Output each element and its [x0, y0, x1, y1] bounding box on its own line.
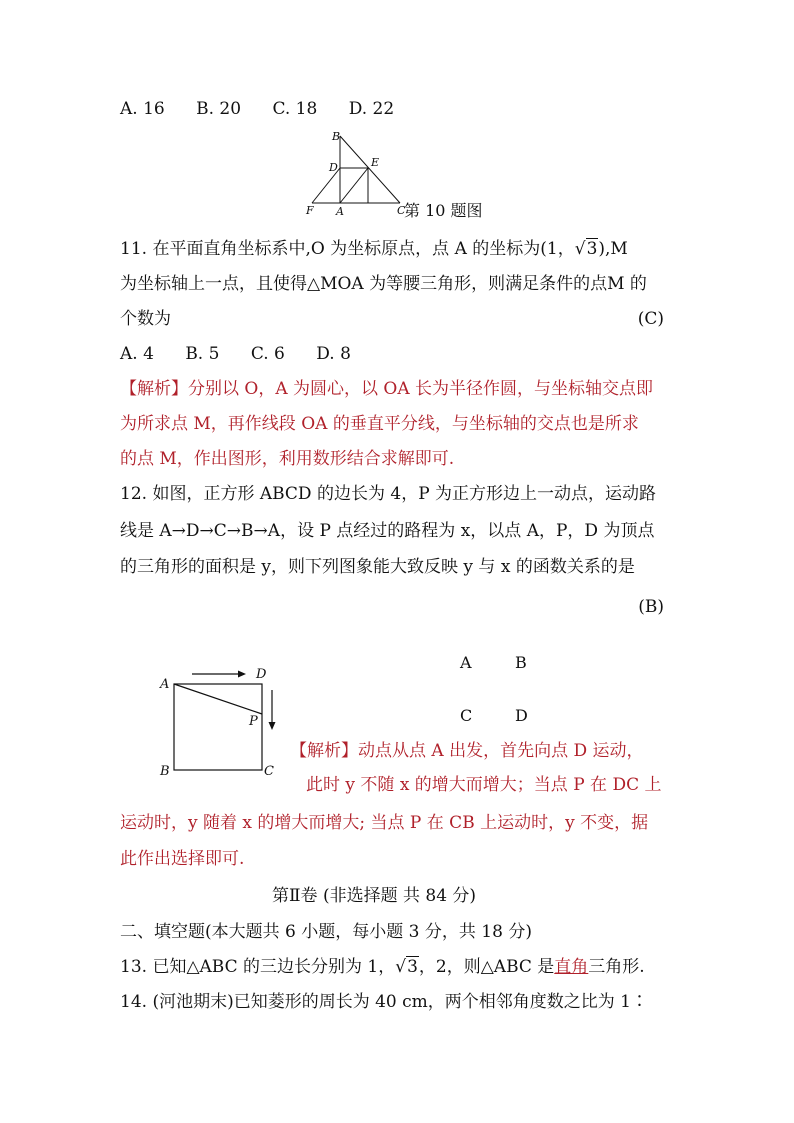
q12-analysis-1: 【解析】动点从点 A 出发，首先向点 D 运动，	[290, 741, 644, 761]
q10-option-d: D. 22	[348, 99, 395, 119]
q12-analysis-3: 运动时，y 随着 x 的增大而增大; 当点 P 在 CB 上运动时，y 不变，据	[120, 813, 649, 833]
q10-caption: 第 10 题图	[404, 201, 483, 220]
q10-label-a: A	[336, 205, 344, 218]
q12-label-c: C	[264, 764, 274, 779]
q13-text-c: 三角形.	[588, 957, 645, 977]
q10-label-e: E	[371, 156, 380, 169]
q12-choice-b: B	[515, 653, 527, 672]
q13-answer: 直角	[554, 957, 589, 977]
sqrt-3: √3	[574, 239, 598, 259]
q13-text-a: 13. 已知△ABC 的三边长分别为 1，	[120, 957, 396, 977]
q11-option-d: D. 8	[316, 344, 351, 364]
q10-label-d: D	[329, 161, 338, 174]
q10-label-c: C	[397, 204, 406, 217]
q12-choice-c: C	[460, 706, 473, 725]
q12-figure	[156, 664, 286, 784]
q11-option-c: C. 6	[250, 344, 285, 364]
q13-text-b: ，2，则△ABC 是	[418, 957, 555, 977]
q11-options	[120, 343, 377, 365]
section-2-title: 第Ⅱ卷 (非选择题 共 84 分)	[272, 886, 477, 906]
q12-line-2: 线是 A→D→C→B→A，设 P 点经过的路程为 x，以点 A，P，D 为顶点	[120, 521, 655, 541]
q11-analysis-1: 【解析】分别以 O，A 为圆心，以 OA 长为半径作圆，与坐标轴交点即	[120, 379, 654, 399]
q12-line-3: 的三角形的面积是 y，则下列图象能大致反映 y 与 x 的函数关系的是	[120, 557, 635, 577]
q11-analysis-3: 的点 M，作出图形，利用数形结合求解即可.	[120, 449, 455, 469]
q10-figure-lines	[300, 128, 410, 218]
q12-analysis-2: 此时 y 不随 x 的增大而增大；当点 P 在 DC 上	[306, 775, 662, 795]
q10-label-b: B	[332, 130, 341, 143]
radicand: 3	[407, 957, 418, 977]
q12-label-a: A	[160, 677, 170, 692]
q12-line-1: 12. 如图，正方形 ABCD 的边长为 4，P 为正方形边上一动点，运动路	[120, 484, 657, 504]
q11-analysis-2: 为所求点 M，再作线段 OA 的垂直平分线，与坐标轴的交点也是所求	[120, 414, 639, 434]
radicand: 3	[586, 239, 598, 259]
q10-option-a: A. 16	[120, 99, 165, 119]
section-2-heading: 二、填空题(本大题共 6 小题，每小题 3 分，共 18 分)	[120, 922, 532, 942]
q10-option-c: C. 18	[272, 99, 318, 119]
sqrt-3: √3	[395, 957, 418, 977]
q12-analysis-4: 此作出选择即可.	[120, 849, 245, 869]
q11-option-b: B. 5	[185, 344, 220, 364]
q12-label-d: D	[256, 667, 267, 682]
q13-line	[120, 956, 645, 978]
q12-label-p: P	[249, 714, 258, 729]
q11-text-1b: ),M	[598, 239, 628, 259]
q10-figure	[300, 128, 410, 218]
q11-answer: (C)	[637, 309, 664, 329]
q10-options	[120, 98, 420, 120]
q14-line: 14. (河池期末)已知菱形的周长为 40 cm，两个相邻角度数之比为 1∶	[120, 992, 649, 1012]
q12-label-b: B	[160, 764, 170, 779]
q12-choice-d: D	[515, 706, 528, 725]
q10-label-f: F	[306, 204, 314, 217]
q12-answer: (B)	[638, 597, 664, 617]
q10-option-b: B. 20	[196, 99, 242, 119]
q11-line-1	[120, 238, 628, 260]
q11-option-a: A. 4	[120, 344, 154, 364]
q11-text-1a: 11. 在平面直角坐标系中,O 为坐标原点，点 A 的坐标为(1，	[120, 239, 575, 259]
q11-line-3: 个数为	[120, 309, 171, 329]
q12-choice-a: A	[460, 653, 472, 672]
q11-line-2: 为坐标轴上一点，且使得△MOA 为等腰三角形，则满足条件的点M 的	[120, 274, 647, 294]
